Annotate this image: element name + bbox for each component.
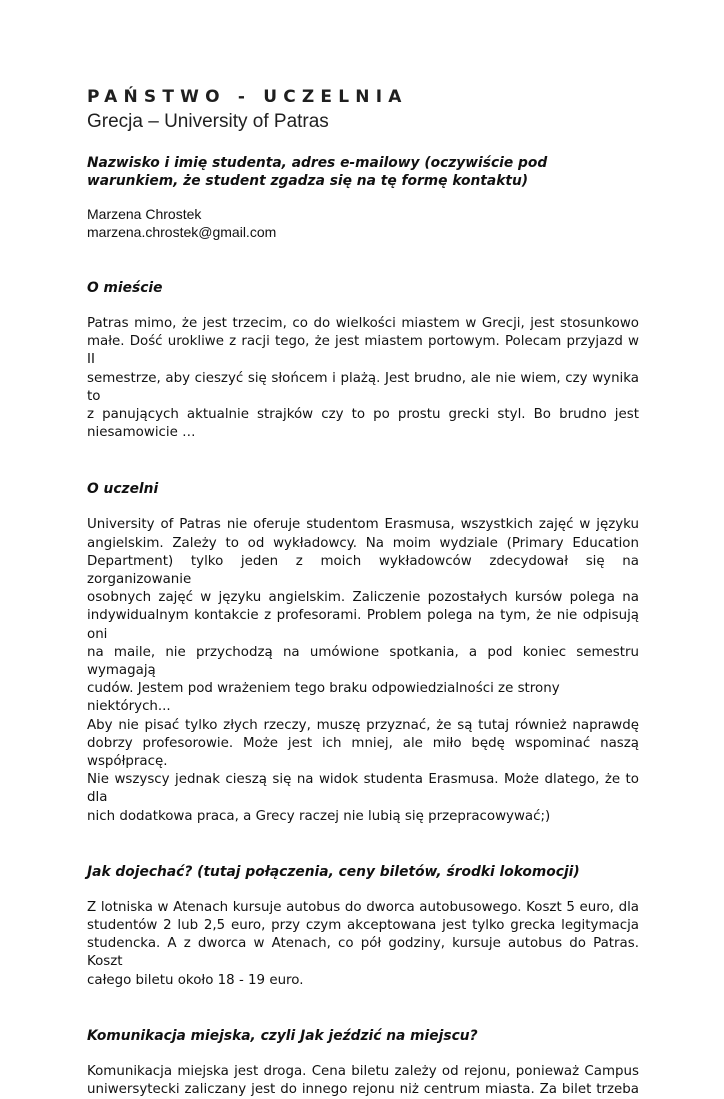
text-line: Patras mimo, że jest trzecim, co do wielkości miastem w Grecji, jest stosunkowo bbox=[87, 316, 639, 331]
section-heading-university: O uczelni bbox=[87, 481, 159, 498]
text-line: całego biletu około 18 - 19 euro. bbox=[87, 972, 304, 988]
text-line: indywidualnym kontakcie z profesorami. Problem polega na tym, że nie odpisują oni bbox=[87, 608, 639, 642]
section-heading-city: O mieście bbox=[87, 280, 163, 296]
text-line: współpracę. bbox=[87, 754, 168, 770]
student-info-heading: Nazwisko i imię studenta, adres e-mailowy (oczywiście pod warunkiem, że student zgadza się na tę formę kontaktu) bbox=[87, 155, 548, 189]
text-line: studentów 2 lub 2,5 euro, przy czym akceptowana jest tylko grecka legitymacja bbox=[87, 918, 639, 934]
text-line: Komunikacja miejska jest droga. Cena biletu zależy od rejonu, ponieważ Campus bbox=[87, 1063, 639, 1079]
text-line: dobrzy profesorowie. Może jest ich mniej, ale miło będę wspominać naszą bbox=[87, 735, 639, 751]
text-line: nich dodatkowa praca, a Grecy raczej nie lubią się przepracowywać;) bbox=[87, 808, 551, 824]
document-subtitle: Grecja – University of Patras bbox=[87, 111, 329, 132]
section-heading-transport: Komunikacja miejska, czyli Jak jeździć na miejscu? bbox=[87, 1027, 478, 1044]
text-line: niesamowicie … bbox=[87, 425, 196, 441]
text-line: University of Patras nie oferuje studentom Erasmusa, wszystkich zajęć w języku bbox=[87, 517, 639, 533]
text-line: studencka. A z dworca w Atenach, co pół godziny, kursuje autobus do Patras. Koszt bbox=[87, 936, 639, 970]
section-body-university bbox=[87, 516, 639, 825]
text-line: na maile, nie przychodzą na umówione spotkania, a pod koniec semestru wymagają bbox=[87, 644, 639, 679]
student-email: marzena.chrostek@gmail.com bbox=[87, 224, 277, 240]
section-body-travel bbox=[87, 899, 639, 990]
text-line: osobnych zajęć w języku angielskim. Zaliczenie pozostałych kursów polega na bbox=[87, 590, 639, 606]
text-line: uniwersytecki zaliczany jest do innego rejonu niż centrum miasta. Za bilet trzeba bbox=[87, 1082, 639, 1098]
section-heading-travel: Jak dojechać? (tutaj połączenia, ceny biletów, środki lokomocji) bbox=[87, 863, 580, 880]
text-line: Nie wszyscy jednak cieszą się na widok studenta Erasmusa. Może dlatego, że to dla bbox=[87, 772, 639, 806]
text-line: z panujących aktualnie strajków czy to po prostu grecki styl. Bo brudno jest bbox=[87, 407, 639, 423]
text-line: Department) tylko jeden z moich wykładowców zdecydował się na zorganizowanie bbox=[87, 553, 639, 588]
text-line: angielskim. Zależy to od wykładowcy. Na moim wydziale (Primary Education bbox=[87, 535, 639, 551]
text-line: małe. Dość urokliwe z racji tego, że jest miastem portowym. Polecam przyjazd w II bbox=[87, 334, 639, 368]
text-line: cudów. Jestem pod wrażeniem tego braku odpowiedzialności ze strony niektórych... bbox=[87, 681, 560, 715]
section-body-city bbox=[87, 315, 639, 442]
section-body-transport bbox=[87, 1063, 639, 1099]
text-line: Z lotniska w Atenach kursuje autobus do dworca autobusowego. Koszt 5 euro, dla bbox=[87, 899, 639, 915]
text-line: Aby nie pisać tylko złych rzeczy, muszę przyznać, że są tutaj również naprawdę bbox=[87, 717, 639, 733]
text-line: semestrze, aby cieszyć się słońcem i plażą. Jest brudno, ale nie wiem, czy wynika to bbox=[87, 370, 639, 404]
document-page bbox=[87, 86, 639, 1099]
document-title: PAŃSTWO - UCZELNIA bbox=[87, 87, 408, 107]
student-name: Marzena Chrostek bbox=[87, 206, 202, 222]
